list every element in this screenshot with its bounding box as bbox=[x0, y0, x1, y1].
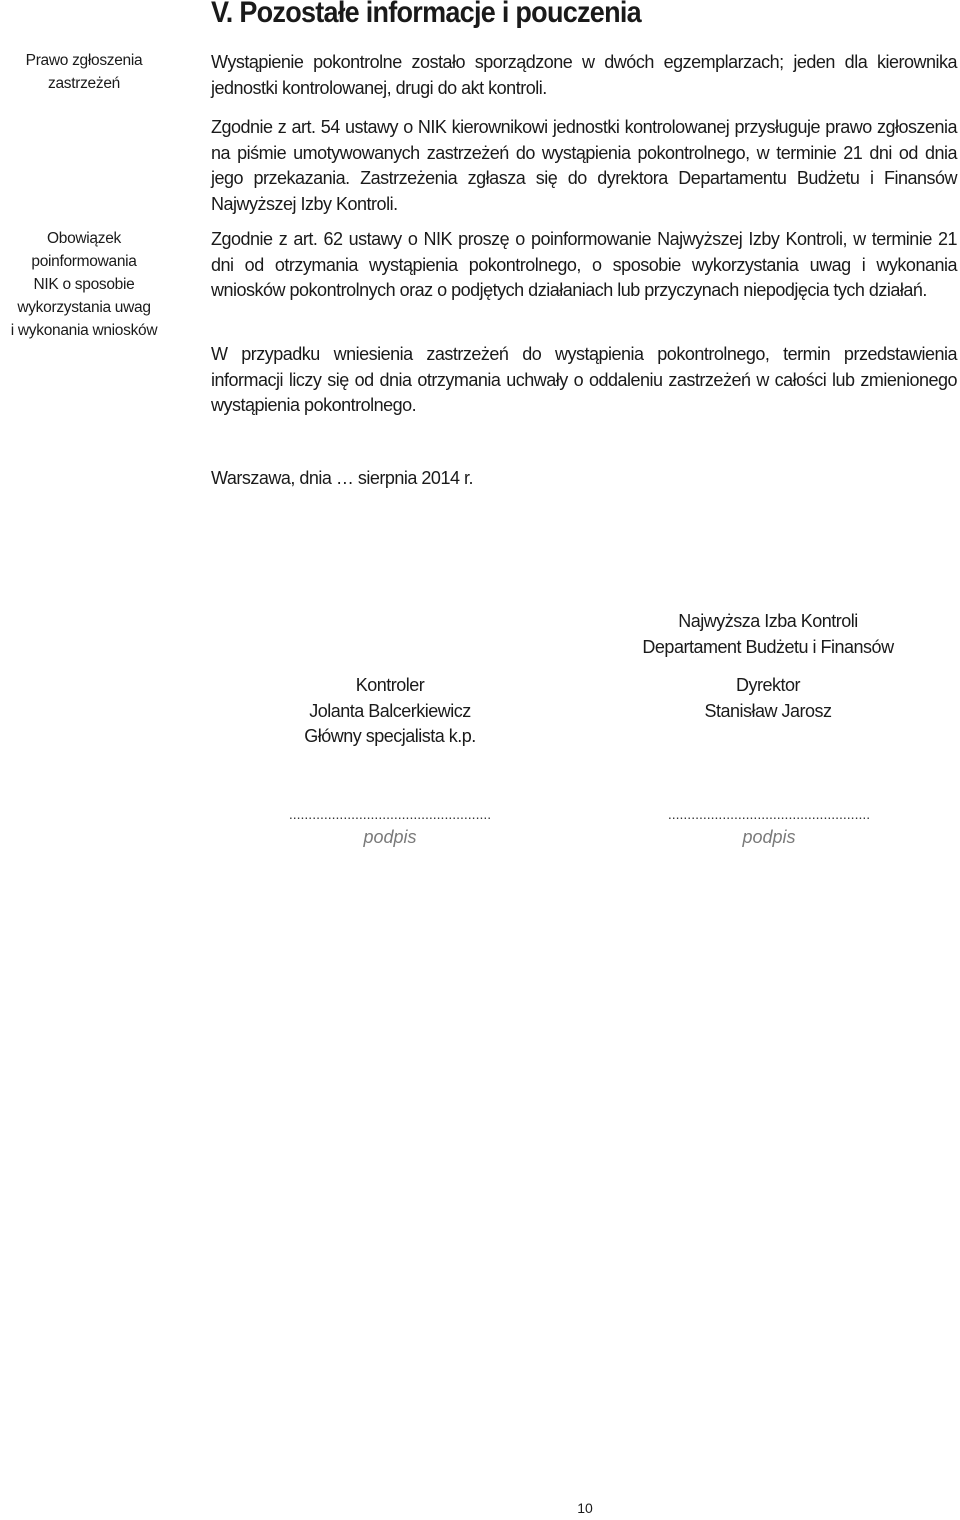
controller-position: Główny specjalista k.p. bbox=[304, 726, 476, 746]
paragraph-information: Zgodnie z art. 62 ustawy o NIK proszę o poinformowanie Najwyższej Izby Kontroli, w terminie 21 dni od otrzymania wystąpienia pokontrolnego, o sposobie wykorzystania uwag i wykonania wniosków pokontrolnych oraz o podjętych działaniach lub przyczynach niepodjęcia tych działań. bbox=[211, 229, 957, 300]
institution-block bbox=[600, 609, 936, 660]
controller-role: Kontroler bbox=[355, 675, 425, 695]
margin-note-line: NIK o sposobie bbox=[33, 276, 135, 293]
director-signature-label: podpis bbox=[742, 827, 796, 847]
controller-signature-line: .................................................... bbox=[288, 806, 492, 822]
institution-department: Departament Budżetu i Finansów bbox=[642, 636, 894, 657]
margin-note-objection-right bbox=[0, 49, 168, 95]
margin-note-line: Prawo zgłoszenia bbox=[25, 52, 143, 69]
director-block bbox=[640, 673, 896, 724]
margin-note-line: i wykonania wniosków bbox=[10, 322, 158, 339]
page-number: 10 bbox=[577, 1500, 593, 1516]
controller-block bbox=[260, 673, 520, 750]
place-and-date: Warszawa, dnia … sierpnia 2014 r. bbox=[211, 468, 473, 488]
institution-name: Najwyższa Izba Kontroli bbox=[678, 611, 858, 631]
controller-name: Jolanta Balcerkiewicz bbox=[309, 700, 471, 721]
director-role: Dyrektor bbox=[735, 675, 800, 695]
director-name: Stanisław Jarosz bbox=[704, 700, 832, 721]
controller-signature-label: podpis bbox=[363, 827, 417, 847]
paragraph-copies: Wystąpienie pokontrolne zostało sporządzone w dwóch egzemplarzach; jeden dla kierownika jednostki kontrolowanej, drugi do akt kontroli. bbox=[211, 52, 957, 98]
margin-note-line: wykorzystania uwag bbox=[17, 299, 151, 316]
director-signature-line: .................................................... bbox=[667, 806, 871, 822]
margin-note-line: zastrzeżeń bbox=[48, 75, 120, 92]
paragraph-objections: Zgodnie z art. 54 ustawy o NIK kierownikowi jednostki kontrolowanej przysługuje prawo zgłoszenia na piśmie umotywowanych zastrzeżeń do wystąpienia pokontrolnego, w terminie 21 dni od dnia jego przekazania. Zastrzeżenia zgłasza się do dyrektora Departamentu Budżetu i Finansów Najwyższej Izby Kontroli. bbox=[211, 117, 957, 214]
paragraph-deadline: W przypadku wniesienia zastrzeżeń do wystąpienia pokontrolnego, termin przedstawienia informacji liczy się od dnia otrzymania uchwały o oddaleniu zastrzeżeń w całości lub zmienionego wystąpienia pokontrolnego. bbox=[211, 344, 957, 415]
section-heading: V. Pozostałe informacje i pouczenia bbox=[211, 0, 641, 29]
margin-note-line: Obowiązek bbox=[47, 230, 121, 247]
margin-note-line: poinformowania bbox=[31, 253, 137, 270]
margin-note-information-duty bbox=[0, 227, 168, 342]
